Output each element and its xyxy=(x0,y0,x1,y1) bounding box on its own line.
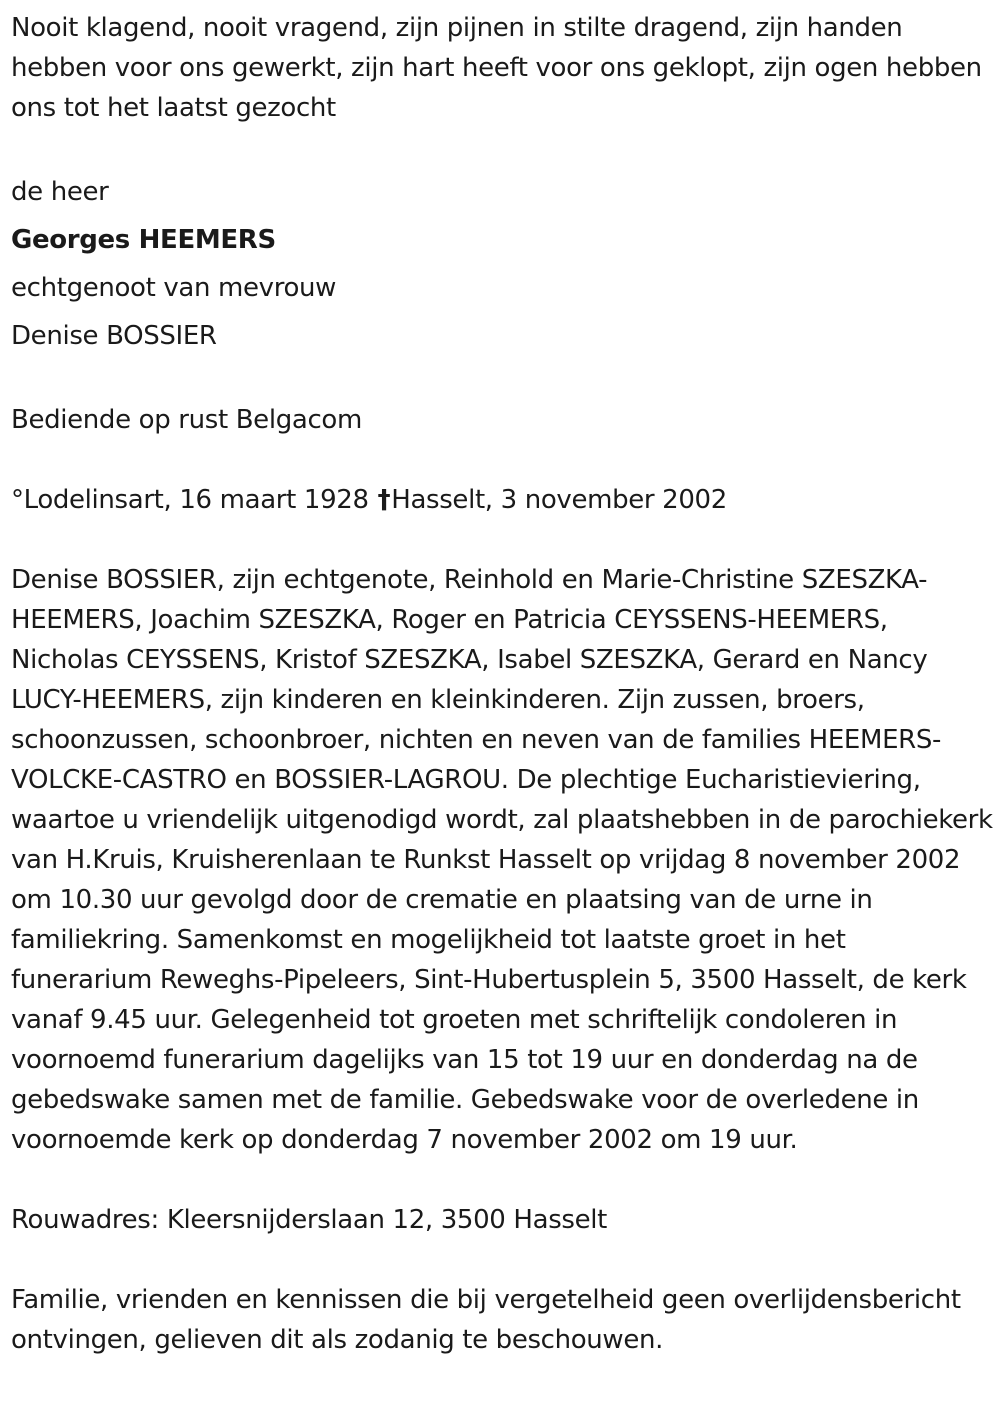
spacer xyxy=(11,1240,993,1280)
obituary-notice xyxy=(11,8,993,1360)
dates-line xyxy=(11,480,993,520)
death-info: Hasselt, 3 november 2002 xyxy=(391,485,727,515)
spacer xyxy=(11,440,993,480)
mourning-address: Rouwadres: Kleersnijderslaan 12, 3500 Hasselt xyxy=(11,1205,607,1235)
spouse-intro: echtgenoot van mevrouw xyxy=(11,273,337,303)
spacer xyxy=(11,1160,993,1200)
verse: Nooit klagend, nooit vragend, zijn pijnen in stilte dragend, zijn handen hebben voor ons gewerkt, zijn hart heeft voor ons geklopt, zijn ogen hebben ons tot het laatst gezocht xyxy=(11,13,982,123)
spacer xyxy=(11,520,993,560)
cross-icon: † xyxy=(377,485,391,515)
closing-note: Familie, vrienden en kennissen die bij vergetelheid geen overlijdensbericht ontvingen, gelieven dit als zodanig te beschouwen. xyxy=(11,1285,961,1355)
announcement-text: Denise BOSSIER, zijn echtgenote, Reinhold en Marie-Christine SZESZKA-HEEMERS, Joachim SZESZKA, Roger en Patricia CEYSSENS-HEEMERS, Nicholas CEYSSENS, Kristof SZESZKA, Isabel SZESZKA, Gerard en Nancy LUCY-HEEMERS, zijn kinderen en kleinkinderen. Zijn zussen, broers, schoonzussen, schoonbroer, nichten en neven van de families HEEMERS-VOLCKE-CASTRO en BOSSIER-LAGROU. De plechtige Eucharistieviering, waartoe u vriendelijk uitgenodigd wordt, zal plaatshebben in de parochiekerk van H.Kruis, Kruisherenlaan te Runkst Hasselt op vrijdag 8 november 2002 om 10.30 uur gevolgd door de crematie en plaatsing van de urne in familiekring. Samenkomst en mogelijkheid tot laatste groet in het funerarium Reweghs-Pipeleers, Sint-Hubertusplein 5, 3500 Hasselt, de kerk vanaf 9.45 uur. Gelegenheid tot groeten met schriftelijk condoleren in voornoemd funerarium dagelijks van 15 tot 19 uur en donderdag na de gebedswake samen met de familie. Gebedswake voor de overledene in voornoemde kerk op donderdag 7 november 2002 om 19 uur. xyxy=(11,565,993,1155)
deceased-name: Georges HEEMERS xyxy=(11,225,276,255)
spacer xyxy=(11,128,993,168)
spacer xyxy=(11,360,993,400)
salutation: de heer xyxy=(11,177,109,207)
spouse-name: Denise BOSSIER xyxy=(11,321,217,351)
birth-info: °Lodelinsart, 16 maart 1928 xyxy=(11,485,369,515)
occupation: Bediende op rust Belgacom xyxy=(11,405,362,435)
